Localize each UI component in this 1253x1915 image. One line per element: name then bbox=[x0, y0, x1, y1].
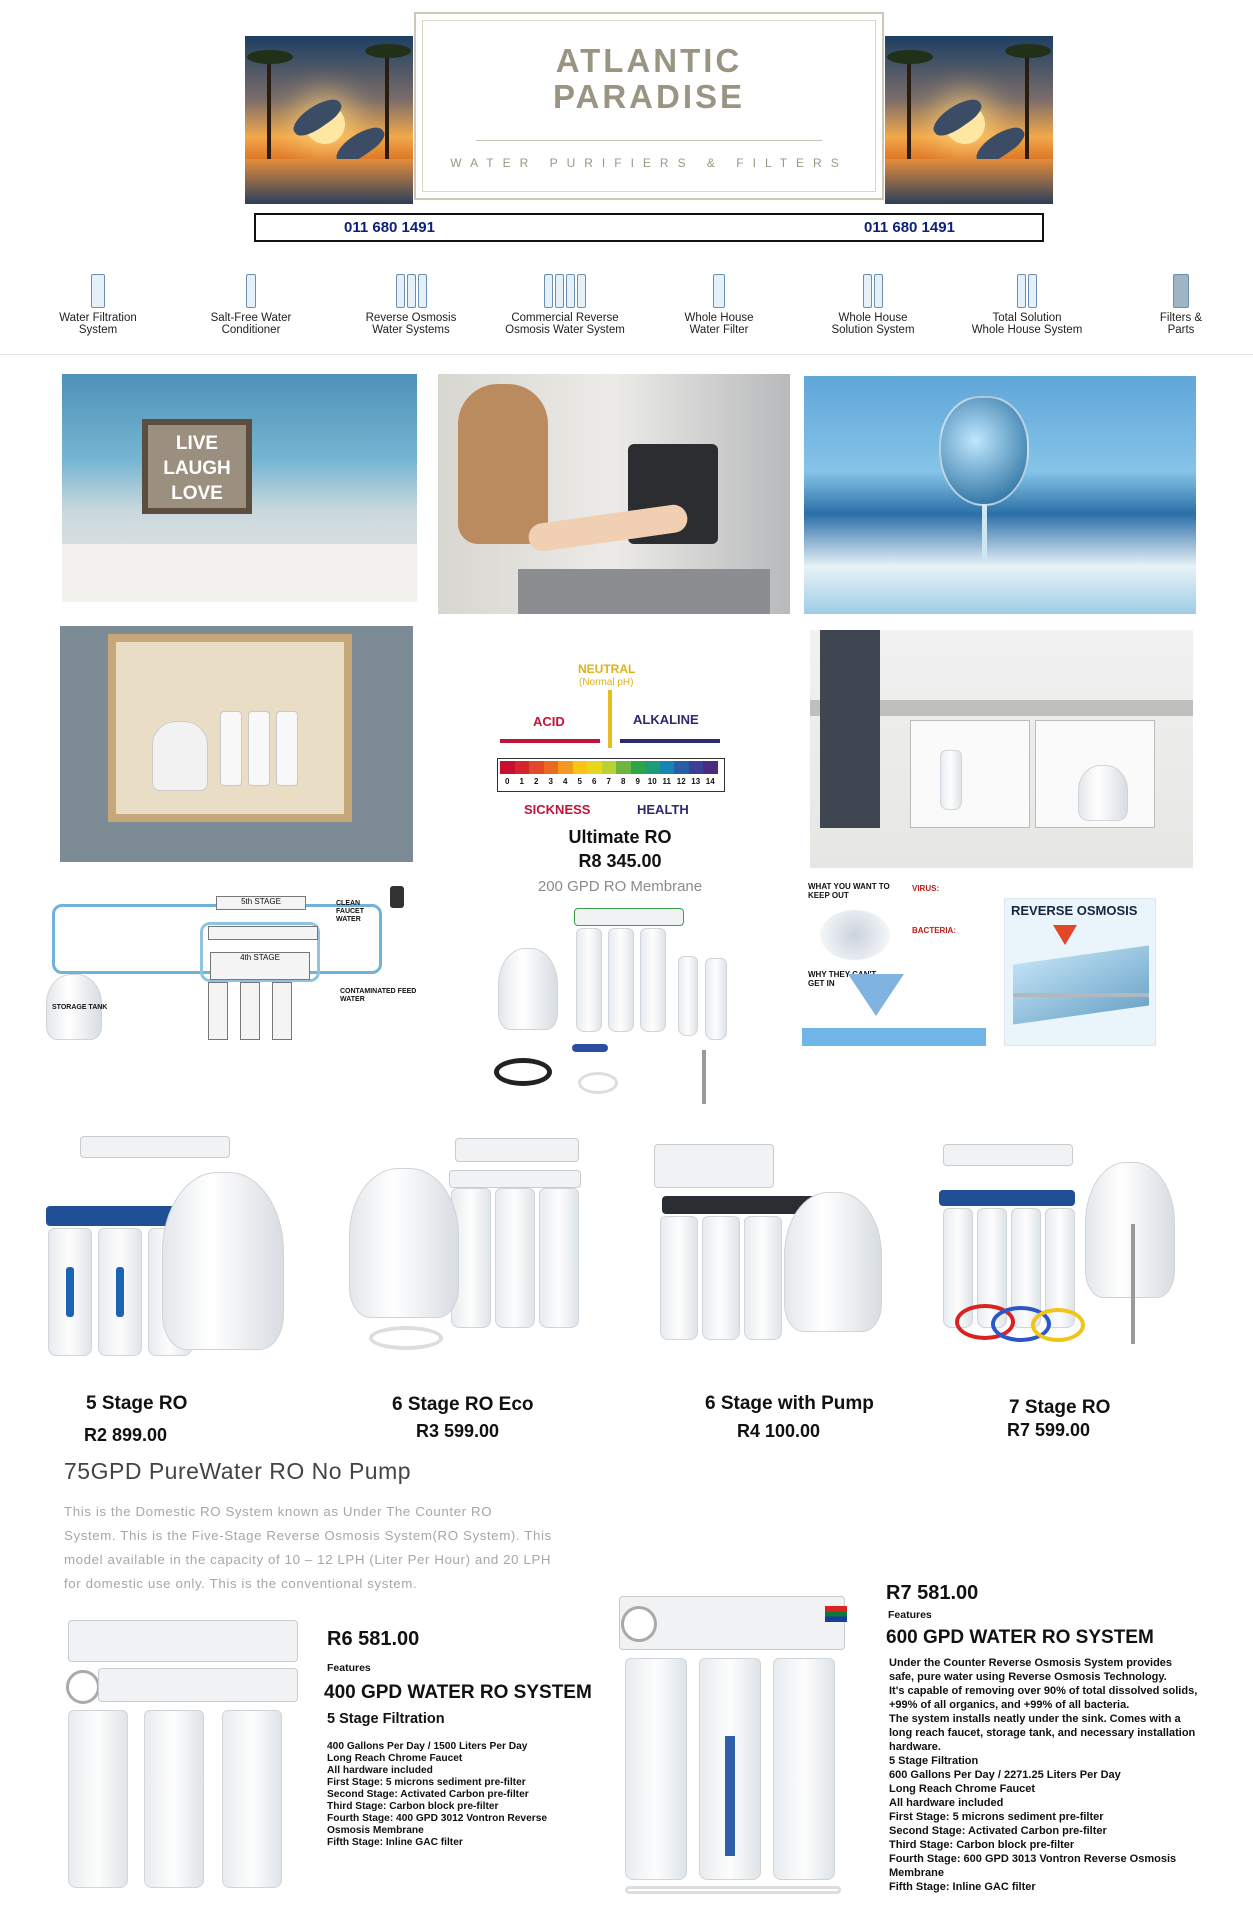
diagram-stage4: 4th STAGE bbox=[210, 952, 310, 980]
ph-color-cell bbox=[587, 761, 602, 774]
live-laugh-love-sign: LIVE LAUGH LOVE bbox=[142, 419, 252, 514]
ph-number: 13 bbox=[691, 776, 701, 786]
ph-color-cell bbox=[703, 761, 718, 774]
nav-whole-house-water-filter[interactable]: Whole House Water Filter bbox=[654, 270, 784, 336]
product-name-5-stage[interactable]: 5 Stage RO bbox=[86, 1393, 188, 1414]
brand-name-line1: ATLANTIC bbox=[555, 42, 743, 79]
ph-color-cell bbox=[529, 761, 544, 774]
woman-filling-glass-photo bbox=[438, 374, 790, 614]
kitchen-cabinet-ro-photo bbox=[810, 630, 1193, 868]
product-name-6-stage-pump[interactable]: 6 Stage with Pump bbox=[705, 1393, 874, 1414]
product-image-6-stage-eco[interactable] bbox=[345, 1130, 590, 1364]
product-image-600gpd[interactable] bbox=[615, 1596, 850, 1908]
ph-alkaline-arrow bbox=[620, 739, 720, 743]
product-image-400gpd[interactable] bbox=[58, 1620, 308, 1900]
ph-color-cell bbox=[500, 761, 515, 774]
brand-logo[interactable] bbox=[414, 12, 884, 200]
ph-number: 1 bbox=[519, 776, 524, 786]
system400-price: R6 581.00 bbox=[327, 1628, 420, 1650]
ph-number: 6 bbox=[592, 776, 597, 786]
nav-commercial-reverse-osmosis[interactable]: Commercial Reverse Osmosis Water System bbox=[500, 270, 630, 336]
get-in-label: WHY THEY CAN'T GET IN bbox=[808, 970, 877, 988]
conditioner-icon bbox=[186, 270, 316, 308]
ph-color-cell bbox=[544, 761, 559, 774]
ph-number: 0 bbox=[505, 776, 510, 786]
virus-label: VIRUS: bbox=[912, 884, 940, 893]
ph-color-cell bbox=[558, 761, 573, 774]
ro-flow-diagram bbox=[40, 886, 440, 1052]
system600-features-label: Features bbox=[888, 1609, 932, 1621]
commercial-ro-icon bbox=[500, 270, 630, 308]
ph-color-cell bbox=[573, 761, 588, 774]
system600-specs: Under the Counter Reverse Osmosis System provides safe, pure water using Reverse Osmosis Technology. It's capable of removing over 90% of total dissolved solids, +99% of all organics, and +99% of all bacteria. The system installs neatly under the sink. Comes with a long reach faucet, storage tank, and necessary installation hardware. 5 Stage Filtration 600 Gallons Per Day / 2271.25 Liters Per Day Long Reach Chrome Faucet All hardware included First Stage: 5 microns sediment pre-filter Second Stage: Activated Carbon pre-filter Third Stage: Carbon block pre-filter Fourth Stage: 600 GPD 3013 Vontron Reverse Osmosis Membrane Fifth Stage: Inline GAC filter bbox=[889, 1657, 1198, 1893]
featured-product-title[interactable]: Ultimate RO bbox=[568, 827, 672, 847]
brand-tagline: WATER PURIFIERS & FILTERS bbox=[450, 156, 848, 170]
brand-name-line2: PARADISE bbox=[552, 78, 746, 115]
ph-color-cell bbox=[645, 761, 660, 774]
ro-system-icon bbox=[346, 270, 476, 308]
product-image-6-stage-pump[interactable] bbox=[648, 1140, 893, 1362]
ph-sickness-label: SICKNESS bbox=[524, 802, 591, 817]
ph-color-cell bbox=[631, 761, 646, 774]
phone-number-left[interactable]: 011 680 1491 bbox=[344, 219, 435, 236]
ph-neutral-sub: (Normal pH) bbox=[579, 677, 634, 688]
ph-number: 12 bbox=[676, 776, 686, 786]
pressure-gauge-icon bbox=[66, 1670, 100, 1704]
whole-house-filter-icon bbox=[654, 270, 784, 308]
bacteria-label: BACTERIA: bbox=[912, 926, 956, 935]
ph-color-cell bbox=[515, 761, 530, 774]
reverse-osmosis-label: REVERSE OSMOSIS bbox=[1011, 903, 1138, 918]
ph-number: 4 bbox=[563, 776, 568, 786]
ph-number: 3 bbox=[548, 776, 553, 786]
phone-number-right[interactable]: 011 680 1491 bbox=[864, 219, 955, 236]
system400-subtitle: 5 Stage Filtration bbox=[327, 1711, 445, 1727]
ph-number: 14 bbox=[705, 776, 715, 786]
contaminants-infographic bbox=[802, 882, 986, 1046]
ph-number: 7 bbox=[606, 776, 611, 786]
ph-number: 2 bbox=[534, 776, 539, 786]
featured-product-price: R8 345.00 bbox=[578, 851, 662, 871]
product-name-6-stage-eco[interactable]: 6 Stage RO Eco bbox=[392, 1394, 534, 1415]
diagram-contaminated-label: CONTAMINATED FEED WATER bbox=[340, 988, 417, 1003]
ph-scale bbox=[497, 758, 725, 792]
nav-divider bbox=[0, 354, 1253, 355]
ph-color-cell bbox=[616, 761, 631, 774]
phone-bar bbox=[254, 213, 1044, 242]
product-image-7-stage[interactable] bbox=[935, 1140, 1185, 1372]
under-sink-ro-photo bbox=[60, 626, 413, 862]
flag-icon bbox=[825, 1606, 847, 1622]
nav-water-filtration-system[interactable]: Water Filtration System bbox=[33, 270, 163, 336]
ph-number: 9 bbox=[635, 776, 640, 786]
nav-salt-free-water-conditioner[interactable]: Salt-Free Water Conditioner bbox=[186, 270, 316, 336]
ro-kit-photo bbox=[490, 900, 760, 1120]
system600-price: R7 581.00 bbox=[886, 1582, 979, 1604]
nav-filters-and-parts[interactable]: Filters & Parts bbox=[1116, 270, 1246, 336]
system400-specs: 400 Gallons Per Day / 1500 Liters Per Day Long Reach Chrome Faucet All hardware included First Stage: 5 microns sediment pre-filter Second Stage: Activated Carbon pre-filter Third Stage: Carbon block pre-filter Fourth Stage: 400 GPD 3012 Vontron Reverse Osmosis Membrane Fifth Stage: Inline GAC filter bbox=[327, 1741, 548, 1848]
nav-whole-house-solution-system[interactable]: Whole House Solution System bbox=[808, 270, 938, 336]
ph-number: 5 bbox=[577, 776, 582, 786]
ph-acid-arrow bbox=[500, 739, 600, 743]
system400-title[interactable]: 400 GPD WATER RO SYSTEM bbox=[324, 1682, 592, 1703]
ph-color-cell bbox=[660, 761, 675, 774]
nav-reverse-osmosis-water-systems[interactable]: Reverse Osmosis Water Systems bbox=[346, 270, 476, 336]
product-price-6-stage-pump: R4 100.00 bbox=[737, 1421, 821, 1441]
product-price-5-stage: R2 899.00 bbox=[84, 1425, 168, 1445]
ph-color-cell bbox=[689, 761, 704, 774]
product-price-6-stage-eco: R3 599.00 bbox=[416, 1421, 500, 1441]
product-name-7-stage[interactable]: 7 Stage RO bbox=[1009, 1397, 1111, 1418]
ph-color-cell bbox=[674, 761, 689, 774]
purewater-description: This is the Domestic RO System known as Under The Counter RO System. This is the Five-Stage Reverse Osmosis System(RO System). This model available in the capacity of 10 – 12 LPH (Liter Per Hour) and 20 LPH for domestic use only. This is the conventional system. bbox=[64, 1504, 552, 1591]
ph-color-cell bbox=[602, 761, 617, 774]
diagram-storage-label: STORAGE TANK bbox=[52, 1004, 108, 1011]
keep-out-label: WHAT YOU WANT TO KEEP OUT bbox=[808, 882, 890, 900]
nav-total-solution-whole-house[interactable]: Total Solution Whole House System bbox=[962, 270, 1092, 336]
whole-house-solution-icon bbox=[808, 270, 938, 308]
purewater-heading: 75GPD PureWater RO No Pump bbox=[64, 1458, 412, 1484]
ph-number: 10 bbox=[647, 776, 657, 786]
system400-features-label: Features bbox=[327, 1662, 371, 1674]
ph-neutral-label: NEUTRAL bbox=[578, 662, 636, 676]
product-price-7-stage: R7 599.00 bbox=[1007, 1420, 1091, 1440]
filters-parts-icon bbox=[1116, 270, 1246, 308]
diagram-clean-faucet-label: CLEAN FAUCET WATER bbox=[336, 900, 364, 923]
single-filter-icon bbox=[33, 270, 163, 308]
ph-alkaline-label: ALKALINE bbox=[633, 712, 699, 727]
featured-product-subtitle: 200 GPD RO Membrane bbox=[537, 878, 703, 895]
faucet-icon bbox=[390, 886, 404, 908]
total-solution-icon bbox=[962, 270, 1092, 308]
header-image-right bbox=[885, 36, 1053, 204]
reverse-osmosis-infographic bbox=[1004, 898, 1156, 1046]
wine-glass-ocean-photo bbox=[804, 376, 1196, 614]
ph-acid-label: ACID bbox=[533, 714, 565, 729]
pressure-gauge-icon bbox=[621, 1606, 657, 1642]
header-image-left bbox=[245, 36, 413, 204]
ph-neutral-arrow bbox=[608, 690, 612, 748]
diagram-stage5: 5th STAGE bbox=[216, 896, 306, 910]
ph-health-label: HEALTH bbox=[637, 802, 689, 817]
live-laugh-love-photo bbox=[62, 374, 417, 602]
ph-number: 8 bbox=[621, 776, 626, 786]
system600-title[interactable]: 600 GPD WATER RO SYSTEM bbox=[886, 1627, 1154, 1648]
product-image-5-stage[interactable] bbox=[40, 1132, 285, 1358]
ph-number: 11 bbox=[662, 776, 671, 786]
